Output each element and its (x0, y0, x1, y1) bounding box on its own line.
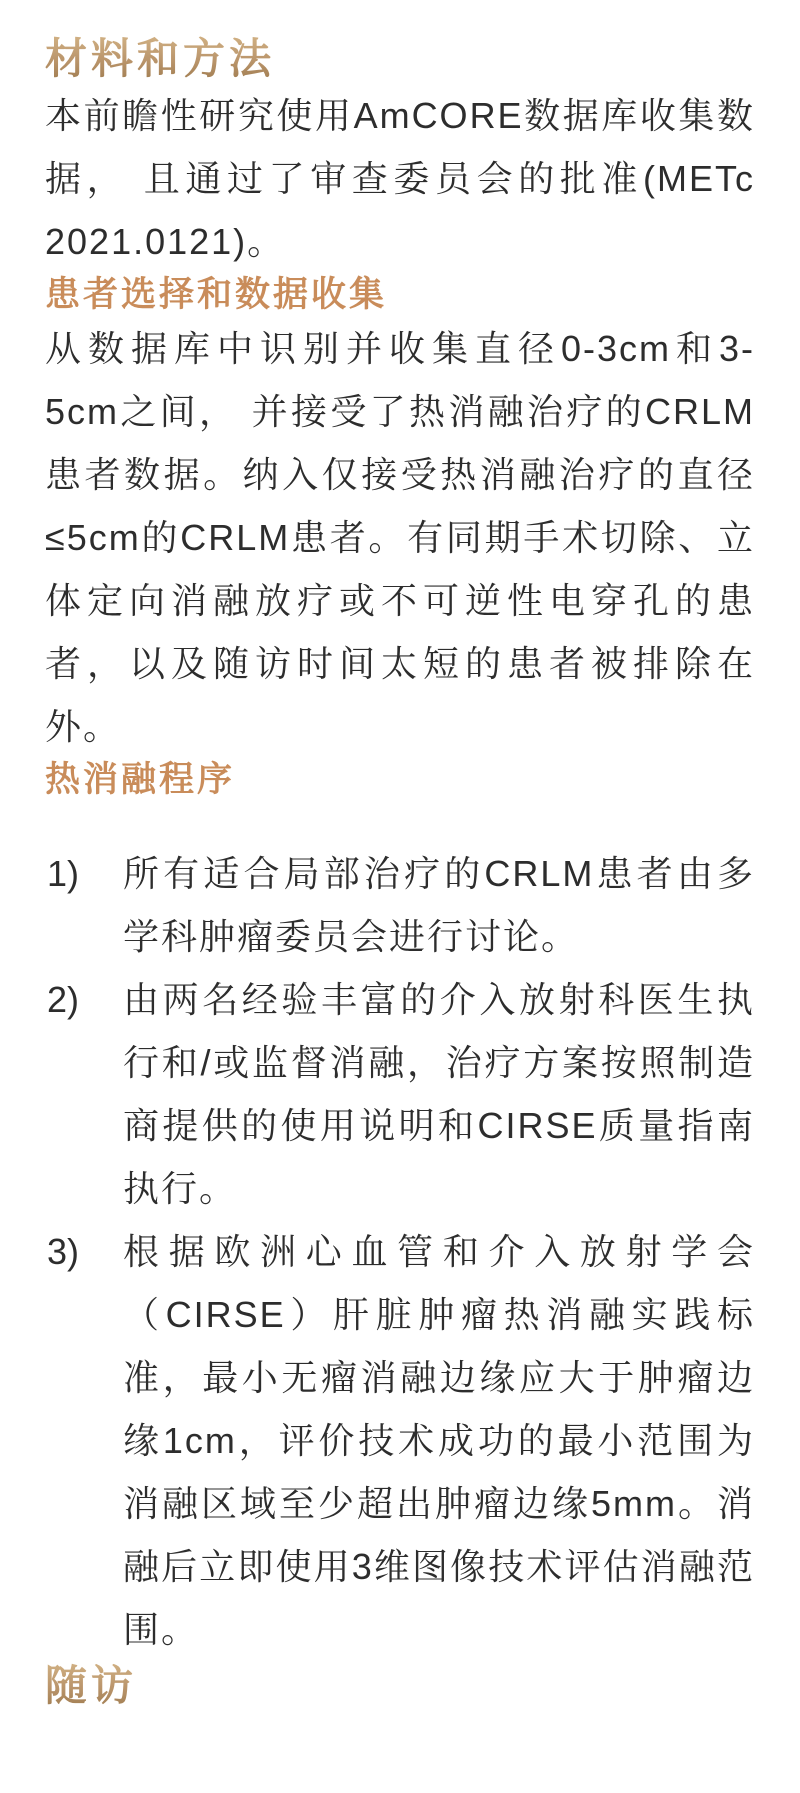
list-item-2-number: 2) (47, 979, 80, 1020)
list-item-1-number: 1) (47, 853, 80, 894)
subsection-heading-patient-selection: 患者选择和数据收集 (45, 275, 388, 314)
paragraph-study-database: 本前瞻性研究使用AmCORE数据库收集数据， 且通过了审查委员会的批准(METc 2021.0121)。 (45, 95, 755, 262)
section-heading-follow-up: 随访 (45, 1661, 755, 1711)
list-item-2-text: 由两名经验丰富的介入放射科医生执行和/或监督消融，治疗方案按照制造商提供的使用说明和CIRSE质量指南执行。 (123, 979, 755, 1209)
subsection-heading-thermal-ablation-procedure: 热消融程序 (45, 760, 236, 799)
procedure-list (45, 842, 755, 1661)
paragraph-patient-selection: 从数据库中识别并收集直径0-3cm和3-5cm之间， 并接受了热消融治疗的CRLM患者数据。纳入仅接受热消融治疗的直径≤5cm的CRLM患者。有同期手术切除、立体定向消融放疗或不可逆性电穿孔的患者，以及随访时间太短的患者被排除在外。 (45, 328, 755, 747)
list-item-3-number: 3) (47, 1231, 80, 1272)
procedure-list-item-1 (45, 842, 755, 968)
list-item-3-text: 根据欧洲心血管和介入放射学会（CIRSE）肝脏肿瘤热消融实践标准，最小无瘤消融边缘应大于肿瘤边缘1cm，评价技术成功的最小范围为消融区域至少超出肿瘤边缘5mm。消融后立即使用3维图像技术评估消融范围。 (123, 1231, 755, 1650)
section-heading-materials-and-methods: 材料和方法 (45, 34, 755, 84)
procedure-list-item-2 (45, 968, 755, 1220)
list-item-1-text: 所有适合局部治疗的CRLM患者由多学科肿瘤委员会进行讨论。 (123, 853, 755, 957)
procedure-list-item-3 (45, 1220, 755, 1661)
